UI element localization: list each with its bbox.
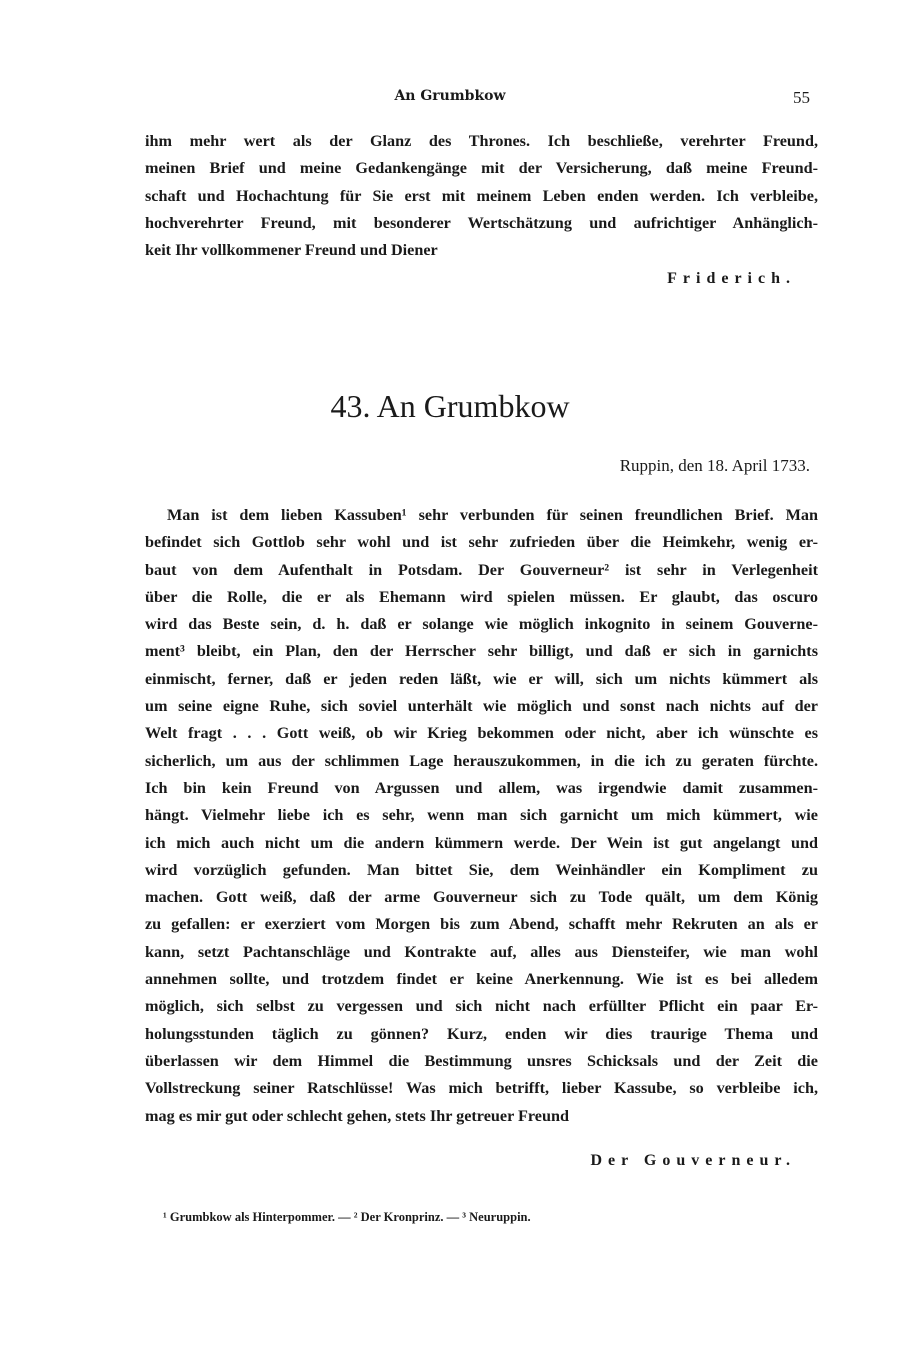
letter-signature: Der Gouverneur. xyxy=(590,1152,796,1169)
text-line: über die Rolle, die er als Ehemann wird spielen müssen. Er glaubt, das oscuro xyxy=(145,587,818,606)
text-line: wird vorzüglich gefunden. Man bittet Sie, dem Weinhändler ein Kompliment zu xyxy=(145,860,818,879)
text-line: wird das Beste sein, d. h. daß er solange wie möglich inkognito in seinem Gouverne- xyxy=(145,615,818,634)
text-line: hängt. Vielmehr liebe ich es sehr, wenn man sich garnicht um mich kümmert, wie xyxy=(145,806,818,825)
footnotes: ¹ Grumbkow als Hinterpommer. — ² Der Kronprinz. — ³ Neuruppin. xyxy=(163,1210,531,1224)
text-line: machen. Gott weiß, daß der arme Gouverneur sich zu Tode quält, um dem König xyxy=(145,888,818,907)
letter-body xyxy=(145,502,818,1130)
text-line: überlassen wir dem Himmel die Bestimmung unsres Schicksals und der Zeit die xyxy=(145,1051,818,1070)
text-line: annehmen sollte, und trotzdem findet er keine Anerkennung. Wie ist es bei alledem xyxy=(145,970,818,989)
text-line: Man ist dem lieben Kassuben¹ sehr verbunden für seinen freundlichen Brief. Man xyxy=(167,506,818,524)
text-line: keit Ihr vollkommener Freund und Diener xyxy=(145,241,438,260)
letter-place-date: Ruppin, den 18. April 1733. xyxy=(619,456,810,475)
text-line: hochverehrter Freund, mit besonderer Wertschätzung und aufrichtiger Anhänglich- xyxy=(145,213,818,232)
text-line: befindet sich Gottlob sehr wohl und ist sehr zufrieden über die Heimkehr, wenig er- xyxy=(145,533,818,552)
text-line: sicherlich, um aus der schlimmen Lage herauszukommen, in die ich zu geraten fürchte. xyxy=(145,751,818,770)
page-number: 55 xyxy=(793,88,810,107)
text-line: ich mich auch nicht um die andern kümmern werde. Der Wein ist gut angelangt und xyxy=(145,833,818,852)
text-line: mag es mir gut oder schlecht gehen, stets Ihr getreuer Freund xyxy=(145,1106,569,1125)
text-line: Vollstreckung seiner Ratschlüsse! Was mich betrifft, lieber Kassube, so verbleibe ich, xyxy=(145,1079,818,1098)
text-line: Ich bin kein Freund von Argussen und allem, was irgendwie damit zusammen- xyxy=(145,778,818,797)
previous-letter-text xyxy=(145,128,818,264)
text-line: ment³ bleibt, ein Plan, den der Herrscher sehr billigt, und daß er sich in garnichts xyxy=(145,642,818,661)
letter-title: 43. An Grumbkow xyxy=(330,388,570,424)
text-line: meinen Brief und meine Gedankengänge mit der Versicherung, daß meine Freund- xyxy=(145,159,818,178)
text-line: kann, setzt Pachtanschläge und Kontrakte auf, alles aus Diensteifer, wie man wohl xyxy=(145,942,818,961)
text-line: ihm mehr wert als der Glanz des Thrones. Ich beschließe, verehrter Freund, xyxy=(145,132,818,150)
text-line: um seine eigne Ruhe, sich soviel unterhält wie möglich und sonst nach nichts auf der xyxy=(145,697,818,716)
text-line: Welt fragt . . . Gott weiß, ob wir Krieg bekommen oder nicht, aber ich wünschte es xyxy=(145,724,818,743)
running-title: An Grumbkow xyxy=(394,88,506,104)
previous-letter-signature: Friderich. xyxy=(667,270,796,287)
text-line: zu gefallen: er exerziert vom Morgen bis zum Abend, schafft mehr Rekruten an als er xyxy=(145,915,818,934)
text-line: baut von dem Aufenthalt in Potsdam. Der Gouverneur² ist sehr in Verlegenheit xyxy=(145,560,818,579)
text-line: schaft und Hochachtung für Sie erst mit meinem Leben enden werden. Ich verbleibe, xyxy=(145,186,818,205)
text-line: einmischt, ferner, daß er jeden reden läßt, wie er will, sich um nichts kümmert als xyxy=(145,669,818,688)
text-line: möglich, sich selbst zu vergessen und sich nicht nach erfüllter Pflicht ein paar Er- xyxy=(145,997,818,1016)
text-line: holungsstunden täglich zu gönnen? Kurz, enden wir dies traurige Thema und xyxy=(145,1024,818,1043)
